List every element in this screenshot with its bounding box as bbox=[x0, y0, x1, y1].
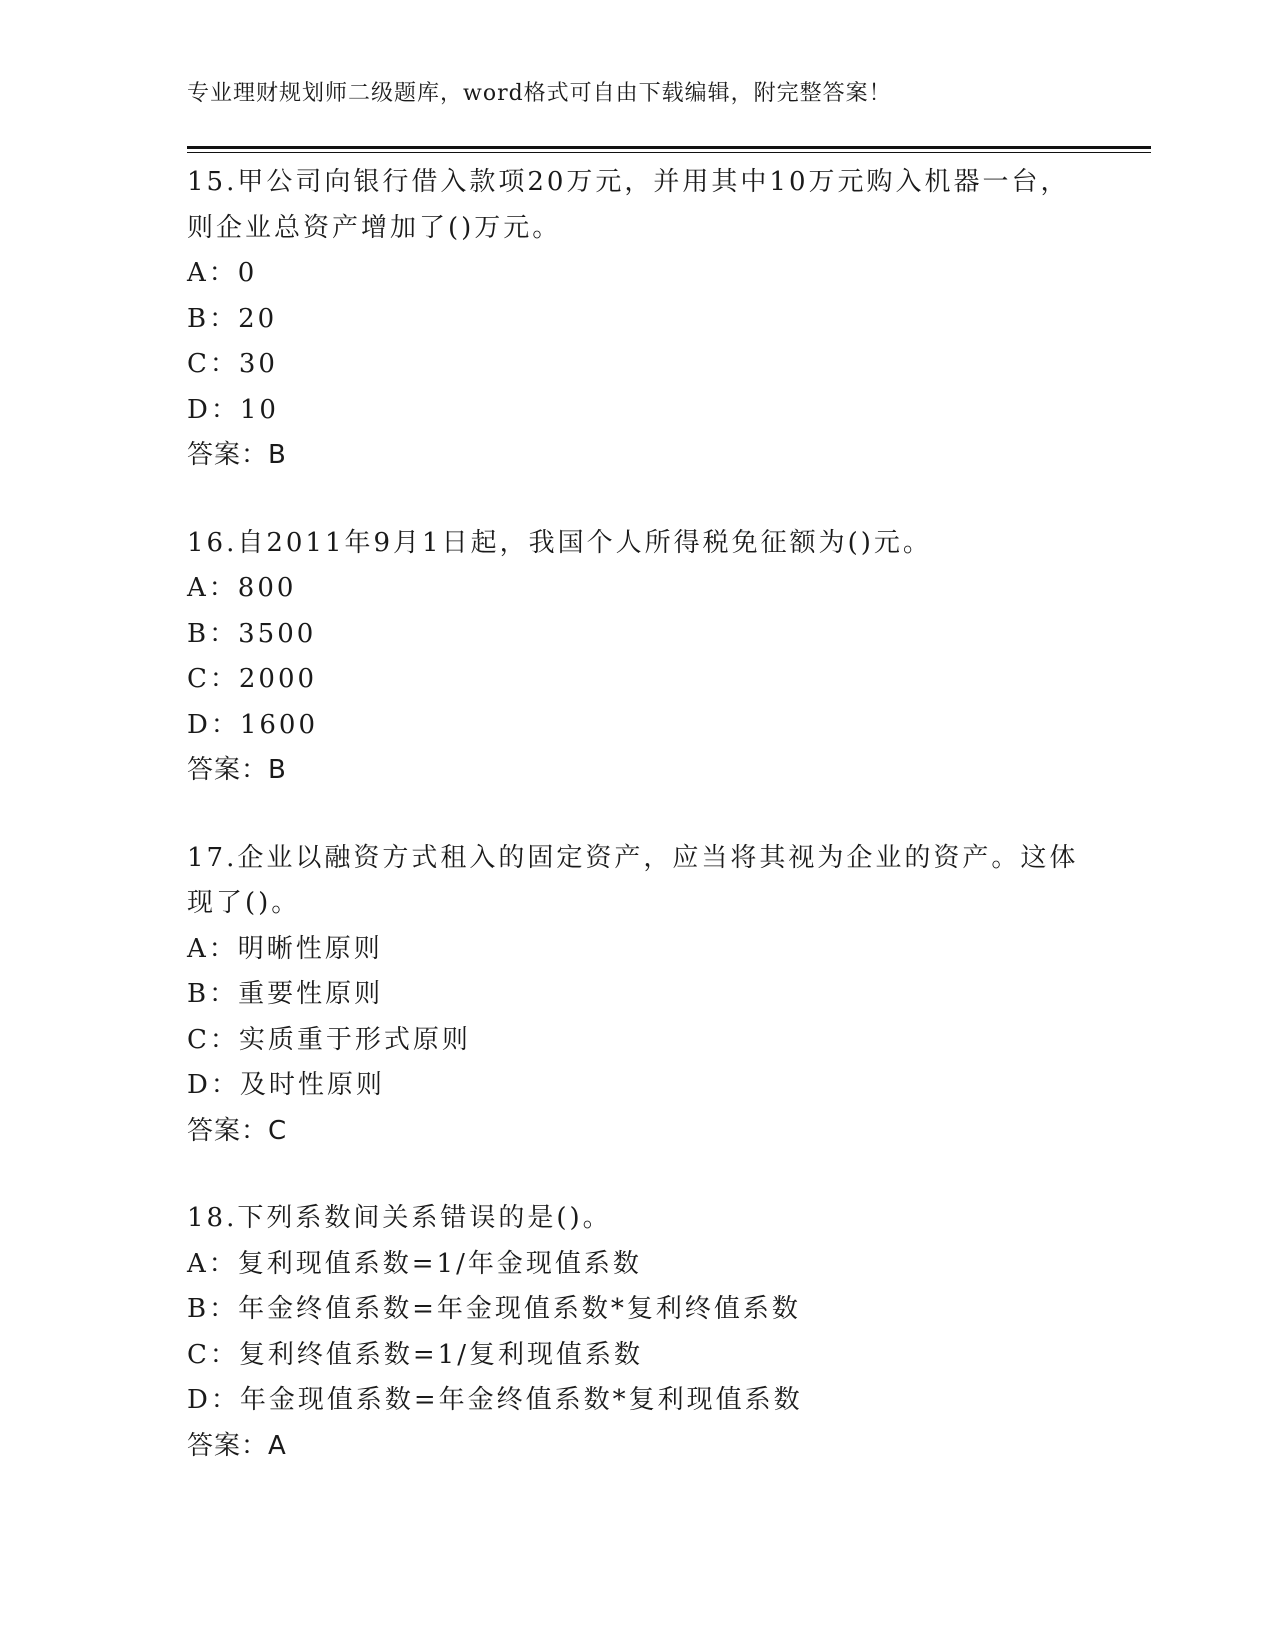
option-b: B：20 bbox=[187, 303, 278, 334]
option-c: C：复利终值系数=1/复利现值系数 bbox=[187, 1339, 643, 1370]
page-header: 专业理财规划师二级题库，word格式可自由下载编辑，附完整答案！ bbox=[187, 81, 892, 106]
answer-line: 答案：C bbox=[187, 1115, 288, 1146]
option-a: A：明晰性原则 bbox=[187, 933, 383, 964]
answer-line: 答案：B bbox=[187, 755, 287, 785]
option-a: A：复利现值系数=1/年金现值系数 bbox=[187, 1248, 642, 1279]
option-c: C：实质重于形式原则 bbox=[187, 1024, 471, 1055]
question-18 bbox=[187, 1196, 1087, 1469]
option-c: C：30 bbox=[187, 349, 278, 379]
option-a: A：800 bbox=[187, 573, 297, 603]
question-16 bbox=[187, 521, 1087, 794]
option-a: A：0 bbox=[187, 258, 258, 288]
question-15 bbox=[187, 160, 1087, 479]
option-d: D：年金现值系数=年金终值系数*复利现值系数 bbox=[187, 1385, 803, 1415]
question-stem: 16.自2011年9月1日起，我国个人所得税免征额为()元。 bbox=[187, 527, 932, 558]
answer-line: 答案：B bbox=[187, 440, 287, 470]
option-b: B：年金终值系数=年金现值系数*复利终值系数 bbox=[187, 1294, 801, 1324]
question-list bbox=[187, 160, 1087, 1511]
question-stem: 18.下列系数间关系错误的是()。 bbox=[187, 1203, 612, 1233]
option-b: B：3500 bbox=[187, 618, 317, 649]
header-rule-thick bbox=[187, 146, 1151, 149]
option-d: D：及时性原则 bbox=[187, 1070, 385, 1100]
option-d: D：10 bbox=[187, 394, 279, 425]
question-stem: 17.企业以融资方式租入的固定资产，应当将其视为企业的资产。这体现了()。 bbox=[187, 842, 1079, 918]
question-stem: 15.甲公司向银行借入款项20万元，并用其中10万元购入机器一台，则企业总资产增加了()万元。 bbox=[187, 167, 1070, 243]
header-rule-thin bbox=[187, 152, 1151, 153]
answer-line: 答案：A bbox=[187, 1430, 287, 1461]
option-b: B：重要性原则 bbox=[187, 979, 384, 1009]
option-d: D：1600 bbox=[187, 709, 319, 740]
option-c: C：2000 bbox=[187, 664, 318, 694]
question-17 bbox=[187, 836, 1087, 1155]
